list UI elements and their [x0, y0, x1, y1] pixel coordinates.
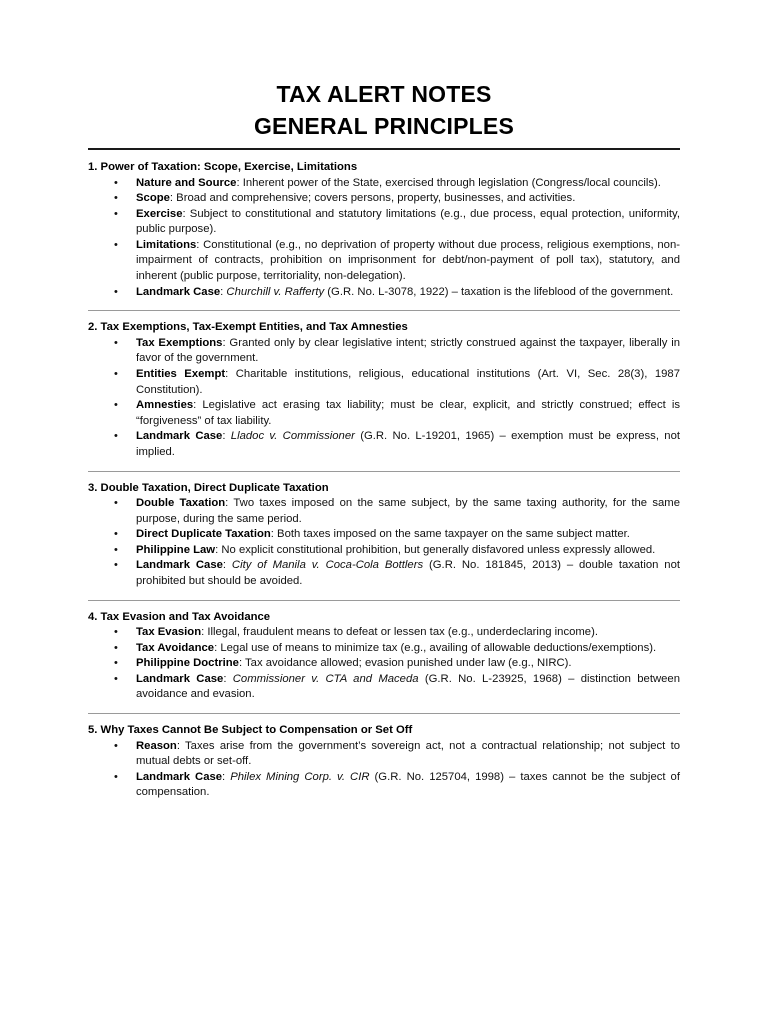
bullet-item — [88, 672, 680, 703]
bullet-term: Tax Avoidance — [136, 641, 215, 654]
bullet-text: (G.R. No. 125704, 1998) – taxes cannot be the subject of compensation. — [136, 770, 680, 799]
bullet-icon: • — [114, 739, 118, 752]
bullet-item — [88, 207, 680, 238]
bullet-icon: • — [114, 657, 118, 670]
bullet-text: (G.R. No. L-23925, 1968) – distinction between avoidance and evasion. — [136, 672, 680, 701]
bullet-text-prefix: : — [222, 559, 232, 572]
case-name: City of Manila v. Coca-Cola Bottlers — [231, 559, 424, 572]
sections-container — [88, 160, 680, 801]
bullet-item — [88, 429, 680, 460]
bullet-term: Landmark Case — [136, 672, 224, 685]
bullet-term: Direct Duplicate Taxation — [136, 528, 271, 541]
document-title-line1: TAX ALERT NOTES — [276, 81, 492, 107]
bullet-item — [88, 625, 680, 641]
title-divider — [88, 148, 680, 150]
bullet-term: Tax Exemptions — [136, 336, 223, 349]
bullet-text: : Legislative act erasing tax liability; must be clear, explicit, and strictly construed; effect is “forgiveness” of tax liability. — [136, 399, 680, 427]
bullet-text: (G.R. No. L-19201, 1965) – exemption must be express, not implied. — [136, 430, 680, 458]
section-heading: 2. Tax Exemptions, Tax-Exempt Entities, and Tax Amnesties — [88, 321, 408, 334]
bullet-term: Philippine Doctrine — [136, 657, 239, 670]
bullet-item — [88, 191, 680, 207]
section-divider — [88, 713, 680, 714]
bullet-term: Nature and Source — [136, 176, 237, 189]
case-name: Philex Mining Corp. v. CIR — [230, 770, 370, 783]
bullet-text-prefix: : — [222, 770, 231, 783]
bullet-icon: • — [114, 336, 118, 349]
bullet-text: : Granted only by clear legislative intent; strictly construed against the taxpayer, liberally in favor of the government. — [136, 336, 681, 365]
bullet-text: : Both taxes imposed on the same taxpayer on the same subject matter. — [270, 528, 630, 541]
bullet-list — [88, 336, 680, 461]
bullet-item — [88, 527, 680, 543]
section-divider — [88, 471, 680, 472]
bullet-text: : Broad and comprehensive; covers persons, property, businesses, and activities. — [169, 192, 576, 205]
section-divider — [88, 310, 680, 311]
bullet-item — [88, 558, 680, 589]
bullet-term: Amnesties — [136, 399, 194, 412]
bullet-list — [88, 176, 680, 301]
bullet-icon: • — [114, 207, 118, 220]
bullet-icon: • — [114, 672, 118, 685]
bullet-icon: • — [114, 399, 118, 412]
bullet-item — [88, 543, 680, 559]
bullet-term: Philippine Law — [136, 543, 216, 556]
bullet-icon: • — [114, 641, 118, 654]
bullet-icon: • — [114, 367, 118, 380]
bullet-text-prefix: : — [223, 672, 233, 685]
section-3 — [88, 481, 680, 590]
bullet-text: : Two taxes imposed on the same subject, by the same taxing authority, for the same purpose, during the same period. — [136, 497, 680, 525]
bullet-term: Landmark Case — [136, 770, 223, 783]
bullet-icon: • — [114, 626, 118, 639]
bullet-text: : No explicit constitutional prohibition, but generally disfavored unless expressly allowed. — [215, 543, 656, 556]
bullet-text-prefix: : — [222, 430, 231, 443]
section-heading: 1. Power of Taxation: Scope, Exercise, Limitations — [88, 161, 358, 173]
bullet-text: (G.R. No. L-3078, 1922) – taxation is the lifeblood of the government. — [324, 285, 674, 298]
bullet-text: : Tax avoidance allowed; evasion punished under law (e.g., NIRC). — [238, 657, 572, 670]
bullet-text: : Illegal, fraudulent means to defeat or lessen tax (e.g., underdeclaring income). — [201, 626, 598, 639]
bullet-text: : Legal use of means to minimize tax (e.g., availing of allowable deductions/exemptions). — [214, 641, 657, 654]
bullet-icon: • — [114, 430, 118, 443]
bullet-item — [88, 367, 680, 398]
section-divider — [88, 600, 680, 601]
case-name: Churchill v. Rafferty — [226, 285, 325, 298]
title-block — [88, 78, 680, 142]
bullet-text-prefix: : — [220, 285, 227, 298]
bullet-term: Landmark Case — [136, 559, 223, 572]
bullet-icon: • — [114, 285, 118, 298]
bullet-text: : Constitutional (e.g., no deprivation of property without due process, religious exemptions, non-impairment of contracts, prohibition on imprisonment for debt/non-payment of poll tax), statutory, and inherent (public purpose, territoriality, non-delegation). — [136, 238, 680, 283]
section-4 — [88, 610, 680, 703]
bullet-icon: • — [114, 176, 118, 189]
bullet-term: Exercise — [136, 207, 183, 220]
bullet-icon: • — [114, 543, 118, 556]
bullet-text: (G.R. No. 181845, 2013) – double taxation not prohibited but should be avoided. — [136, 559, 680, 587]
bullet-term: Entities Exempt — [136, 367, 226, 380]
section-5 — [88, 723, 680, 801]
bullet-term: Tax Evasion — [136, 626, 202, 639]
bullet-text: : Charitable institutions, religious, educational institutions (Art. VI, Sec. 28(3), 1987 Constitution). — [136, 367, 680, 396]
bullet-icon: • — [114, 238, 118, 251]
section-1 — [88, 160, 680, 300]
bullet-term: Landmark Case — [136, 430, 223, 443]
bullet-item — [88, 176, 680, 192]
bullet-item — [88, 656, 680, 672]
bullet-term: Scope — [136, 192, 170, 205]
bullet-icon: • — [114, 528, 118, 541]
section-heading: 3. Double Taxation, Direct Duplicate Taxation — [88, 481, 329, 494]
bullet-text: : Taxes arise from the government’s sovereign act, not a contractual relationship; not subject to mutual debts or set-off. — [136, 739, 680, 768]
bullet-icon: • — [114, 497, 118, 509]
bullet-list — [88, 625, 680, 703]
bullet-item — [88, 770, 680, 801]
case-name: Commissioner v. CTA and Maceda — [232, 672, 419, 685]
bullet-term: Double Taxation — [136, 497, 226, 509]
bullet-term: Reason — [136, 739, 177, 752]
bullet-item — [88, 496, 680, 527]
bullet-text: : Subject to constitutional and statutory limitations (e.g., due process, equal protection, uniformity, public purpose). — [136, 207, 680, 236]
bullet-item — [88, 285, 680, 301]
bullet-item — [88, 238, 680, 285]
case-name: Lladoc v. Commissioner — [230, 430, 355, 443]
bullet-icon: • — [114, 192, 118, 205]
bullet-list — [88, 496, 680, 590]
section-2 — [88, 320, 680, 460]
bullet-item — [88, 641, 680, 657]
bullet-text: : Inherent power of the State, exercised through legislation (Congress/local councils). — [236, 176, 661, 189]
bullet-icon: • — [114, 770, 118, 783]
document-title-line2: GENERAL PRINCIPLES — [253, 113, 515, 139]
bullet-term: Limitations — [136, 238, 197, 251]
section-heading: 5. Why Taxes Cannot Be Subject to Compensation or Set Off — [88, 724, 413, 737]
bullet-list — [88, 739, 680, 801]
document-page — [88, 78, 680, 810]
bullet-item — [88, 398, 680, 429]
bullet-item — [88, 336, 680, 367]
bullet-item — [88, 739, 680, 770]
section-heading: 4. Tax Evasion and Tax Avoidance — [88, 610, 271, 623]
bullet-icon: • — [114, 559, 118, 572]
bullet-term: Landmark Case — [136, 285, 221, 298]
